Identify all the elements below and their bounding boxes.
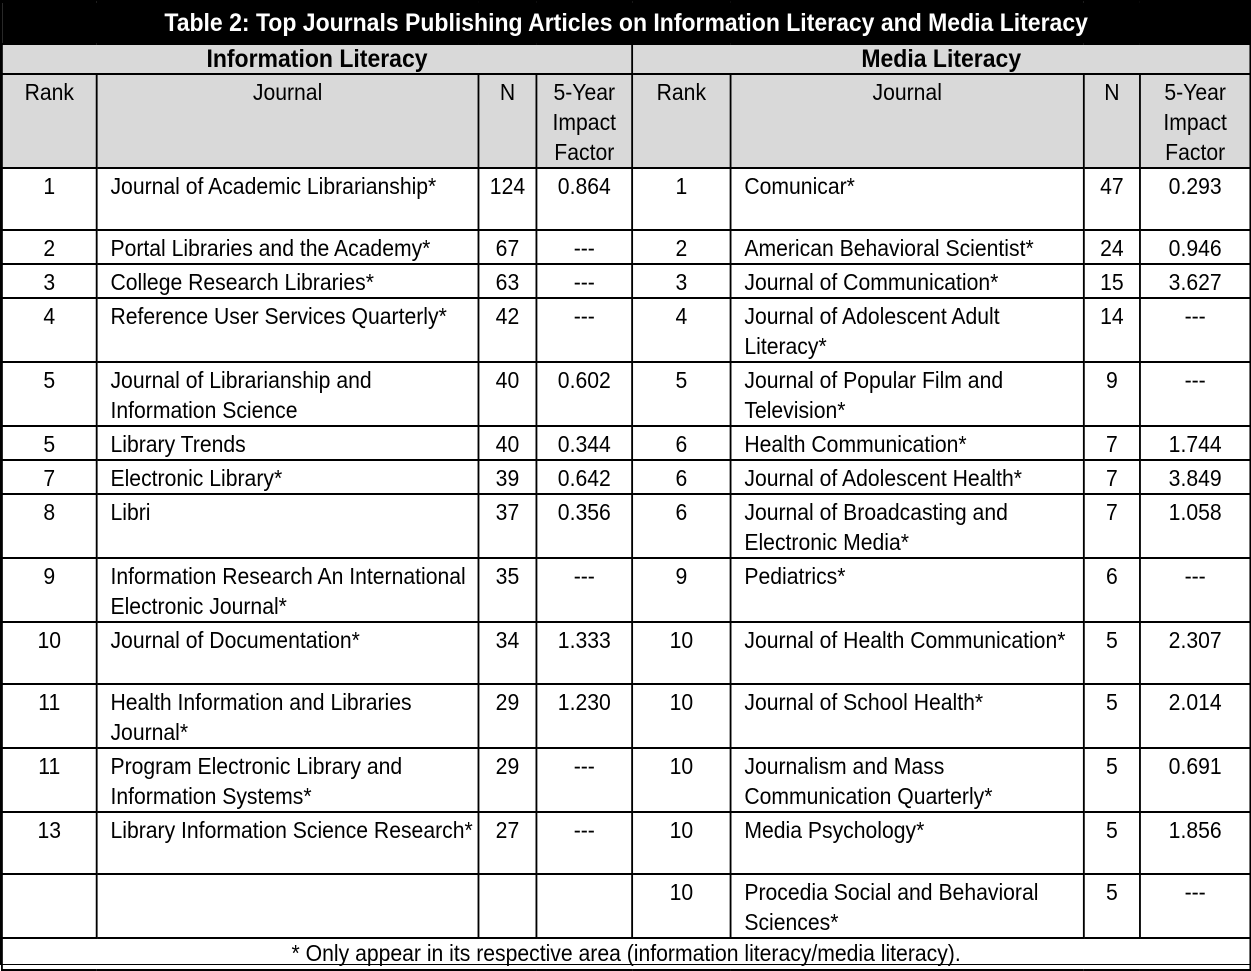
cell-journal: Journal of Adolescent Health* [731,460,1084,494]
cell-rank: 6 [632,426,730,460]
cell-rank: 10 [632,812,730,874]
column-header-n: N [478,74,536,168]
cell-rank [2,874,97,938]
cell-rank: 11 [2,684,97,748]
cell-rank: 10 [632,622,730,684]
cell-journal: Comunicar* [731,168,1084,230]
table-row [2,230,1250,264]
cell-journal: Reference User Services Quarterly* [97,298,479,362]
table-row [2,748,1250,812]
cell-journal: Library Trends [97,426,479,460]
cell-impact-factor: --- [1140,298,1250,362]
cell-n: 5 [1084,622,1140,684]
cell-n: 9 [1084,362,1140,426]
column-header-journal: Journal [731,74,1084,168]
table-title: Table 2: Top Journals Publishing Articles on Information Literacy and Media Literacy [2,2,1250,44]
cell-impact-factor: --- [1140,362,1250,426]
cell-n: 7 [1084,460,1140,494]
cell-n [478,874,536,938]
cell-rank: 6 [632,460,730,494]
cell-impact-factor: 0.691 [1140,748,1250,812]
cell-n: 15 [1084,264,1140,298]
table-row [2,460,1250,494]
cell-journal: Media Psychology* [731,812,1084,874]
cell-journal: Procedia Social and Behavioral Sciences* [731,874,1084,938]
cell-impact-factor: --- [536,230,632,264]
table-row [2,264,1250,298]
cell-journal: Journal of Documentation* [97,622,479,684]
cell-impact-factor: 0.293 [1140,168,1250,230]
cell-journal: Library Information Science Research* [97,812,479,874]
cell-impact-factor: 0.602 [536,362,632,426]
cell-rank: 5 [632,362,730,426]
cell-journal: Libri [97,494,479,558]
cell-impact-factor: --- [536,298,632,362]
cell-impact-factor [536,874,632,938]
cell-rank: 10 [632,874,730,938]
cell-impact-factor: --- [1140,874,1250,938]
cell-rank: 2 [2,230,97,264]
cell-impact-factor: --- [536,748,632,812]
cell-impact-factor: 0.344 [536,426,632,460]
cell-n: 7 [1084,426,1140,460]
cell-n: 39 [478,460,536,494]
cell-n: 40 [478,426,536,460]
cell-n: 6 [1084,558,1140,622]
cell-journal: Information Research An International Electronic Journal* [97,558,479,622]
cell-journal: College Research Libraries* [97,264,479,298]
table-row [2,684,1250,748]
cell-n: 7 [1084,494,1140,558]
cell-impact-factor: 0.642 [536,460,632,494]
cell-impact-factor: 1.333 [536,622,632,684]
cell-journal: Electronic Library* [97,460,479,494]
cell-n: 5 [1084,748,1140,812]
cell-rank: 4 [632,298,730,362]
cell-journal: Journalism and Mass Communication Quarterly* [731,748,1084,812]
column-header-impact-factor: 5-Year Impact Factor [1140,74,1250,168]
cell-rank: 5 [2,426,97,460]
cell-rank: 6 [632,494,730,558]
cell-impact-factor: 2.307 [1140,622,1250,684]
cell-impact-factor: --- [536,812,632,874]
cell-impact-factor: 1.856 [1140,812,1250,874]
cell-rank: 8 [2,494,97,558]
cell-impact-factor: 0.946 [1140,230,1250,264]
cell-impact-factor: 1.230 [536,684,632,748]
column-header-n: N [1084,74,1140,168]
cell-n: 47 [1084,168,1140,230]
cell-rank: 10 [632,748,730,812]
group-header-media-literacy: Media Literacy [632,44,1250,74]
cell-journal: Journal of School Health* [731,684,1084,748]
cell-n: 37 [478,494,536,558]
cell-n: 124 [478,168,536,230]
cell-rank: 7 [2,460,97,494]
cell-journal: Journal of Popular Film and Television* [731,362,1084,426]
cell-journal [97,874,479,938]
cell-rank: 1 [2,168,97,230]
cell-rank: 10 [632,684,730,748]
cell-n: 5 [1084,684,1140,748]
table-row [2,558,1250,622]
cell-journal: Health Information and Libraries Journal* [97,684,479,748]
cell-rank: 2 [632,230,730,264]
cell-rank: 9 [632,558,730,622]
cell-rank: 3 [2,264,97,298]
cell-n: 29 [478,684,536,748]
cell-impact-factor: 3.627 [1140,264,1250,298]
cell-journal: Journal of Academic Librarianship* [97,168,479,230]
column-header-impact-factor: 5-Year Impact Factor [536,74,632,168]
table-footnote: * Only appear in its respective area (information literacy/media literacy). [2,938,1250,970]
cell-impact-factor: --- [1140,558,1250,622]
cell-rank: 1 [632,168,730,230]
cell-n: 24 [1084,230,1140,264]
cell-journal: Journal of Adolescent Adult Literacy* [731,298,1084,362]
cell-n: 27 [478,812,536,874]
cell-rank: 5 [2,362,97,426]
table-row [2,812,1250,874]
cell-n: 34 [478,622,536,684]
cell-n: 5 [1084,812,1140,874]
cell-impact-factor: 3.849 [1140,460,1250,494]
cell-n: 14 [1084,298,1140,362]
cell-impact-factor: 0.864 [536,168,632,230]
table-row [2,494,1250,558]
cell-journal: Pediatrics* [731,558,1084,622]
cell-n: 67 [478,230,536,264]
cell-rank: 13 [2,812,97,874]
cell-n: 5 [1084,874,1140,938]
cell-n: 42 [478,298,536,362]
journals-table [1,1,1251,971]
table-row [2,168,1250,230]
column-header-journal: Journal [97,74,479,168]
cell-impact-factor: 0.356 [536,494,632,558]
cell-n: 40 [478,362,536,426]
table-row [2,426,1250,460]
cell-impact-factor: --- [536,264,632,298]
table-row [2,362,1250,426]
cell-impact-factor: 2.014 [1140,684,1250,748]
cell-rank: 4 [2,298,97,362]
column-header-rank: Rank [632,74,730,168]
cell-journal: Health Communication* [731,426,1084,460]
table-row [2,622,1250,684]
cell-n: 35 [478,558,536,622]
cell-journal: Portal Libraries and the Academy* [97,230,479,264]
cell-journal: Journal of Health Communication* [731,622,1084,684]
cell-rank: 11 [2,748,97,812]
cell-rank: 9 [2,558,97,622]
cell-journal: Journal of Librarianship and Information Science [97,362,479,426]
cell-journal: Program Electronic Library and Information Systems* [97,748,479,812]
table-row [2,298,1250,362]
cell-impact-factor: --- [536,558,632,622]
cell-journal: Journal of Communication* [731,264,1084,298]
cell-rank: 3 [632,264,730,298]
cell-impact-factor: 1.744 [1140,426,1250,460]
cell-journal: Journal of Broadcasting and Electronic Media* [731,494,1084,558]
group-header-information-literacy: Information Literacy [2,44,632,74]
cell-rank: 10 [2,622,97,684]
cell-journal: American Behavioral Scientist* [731,230,1084,264]
column-header-rank: Rank [2,74,97,168]
cell-n: 29 [478,748,536,812]
table-row [2,874,1250,938]
cell-n: 63 [478,264,536,298]
cell-impact-factor: 1.058 [1140,494,1250,558]
